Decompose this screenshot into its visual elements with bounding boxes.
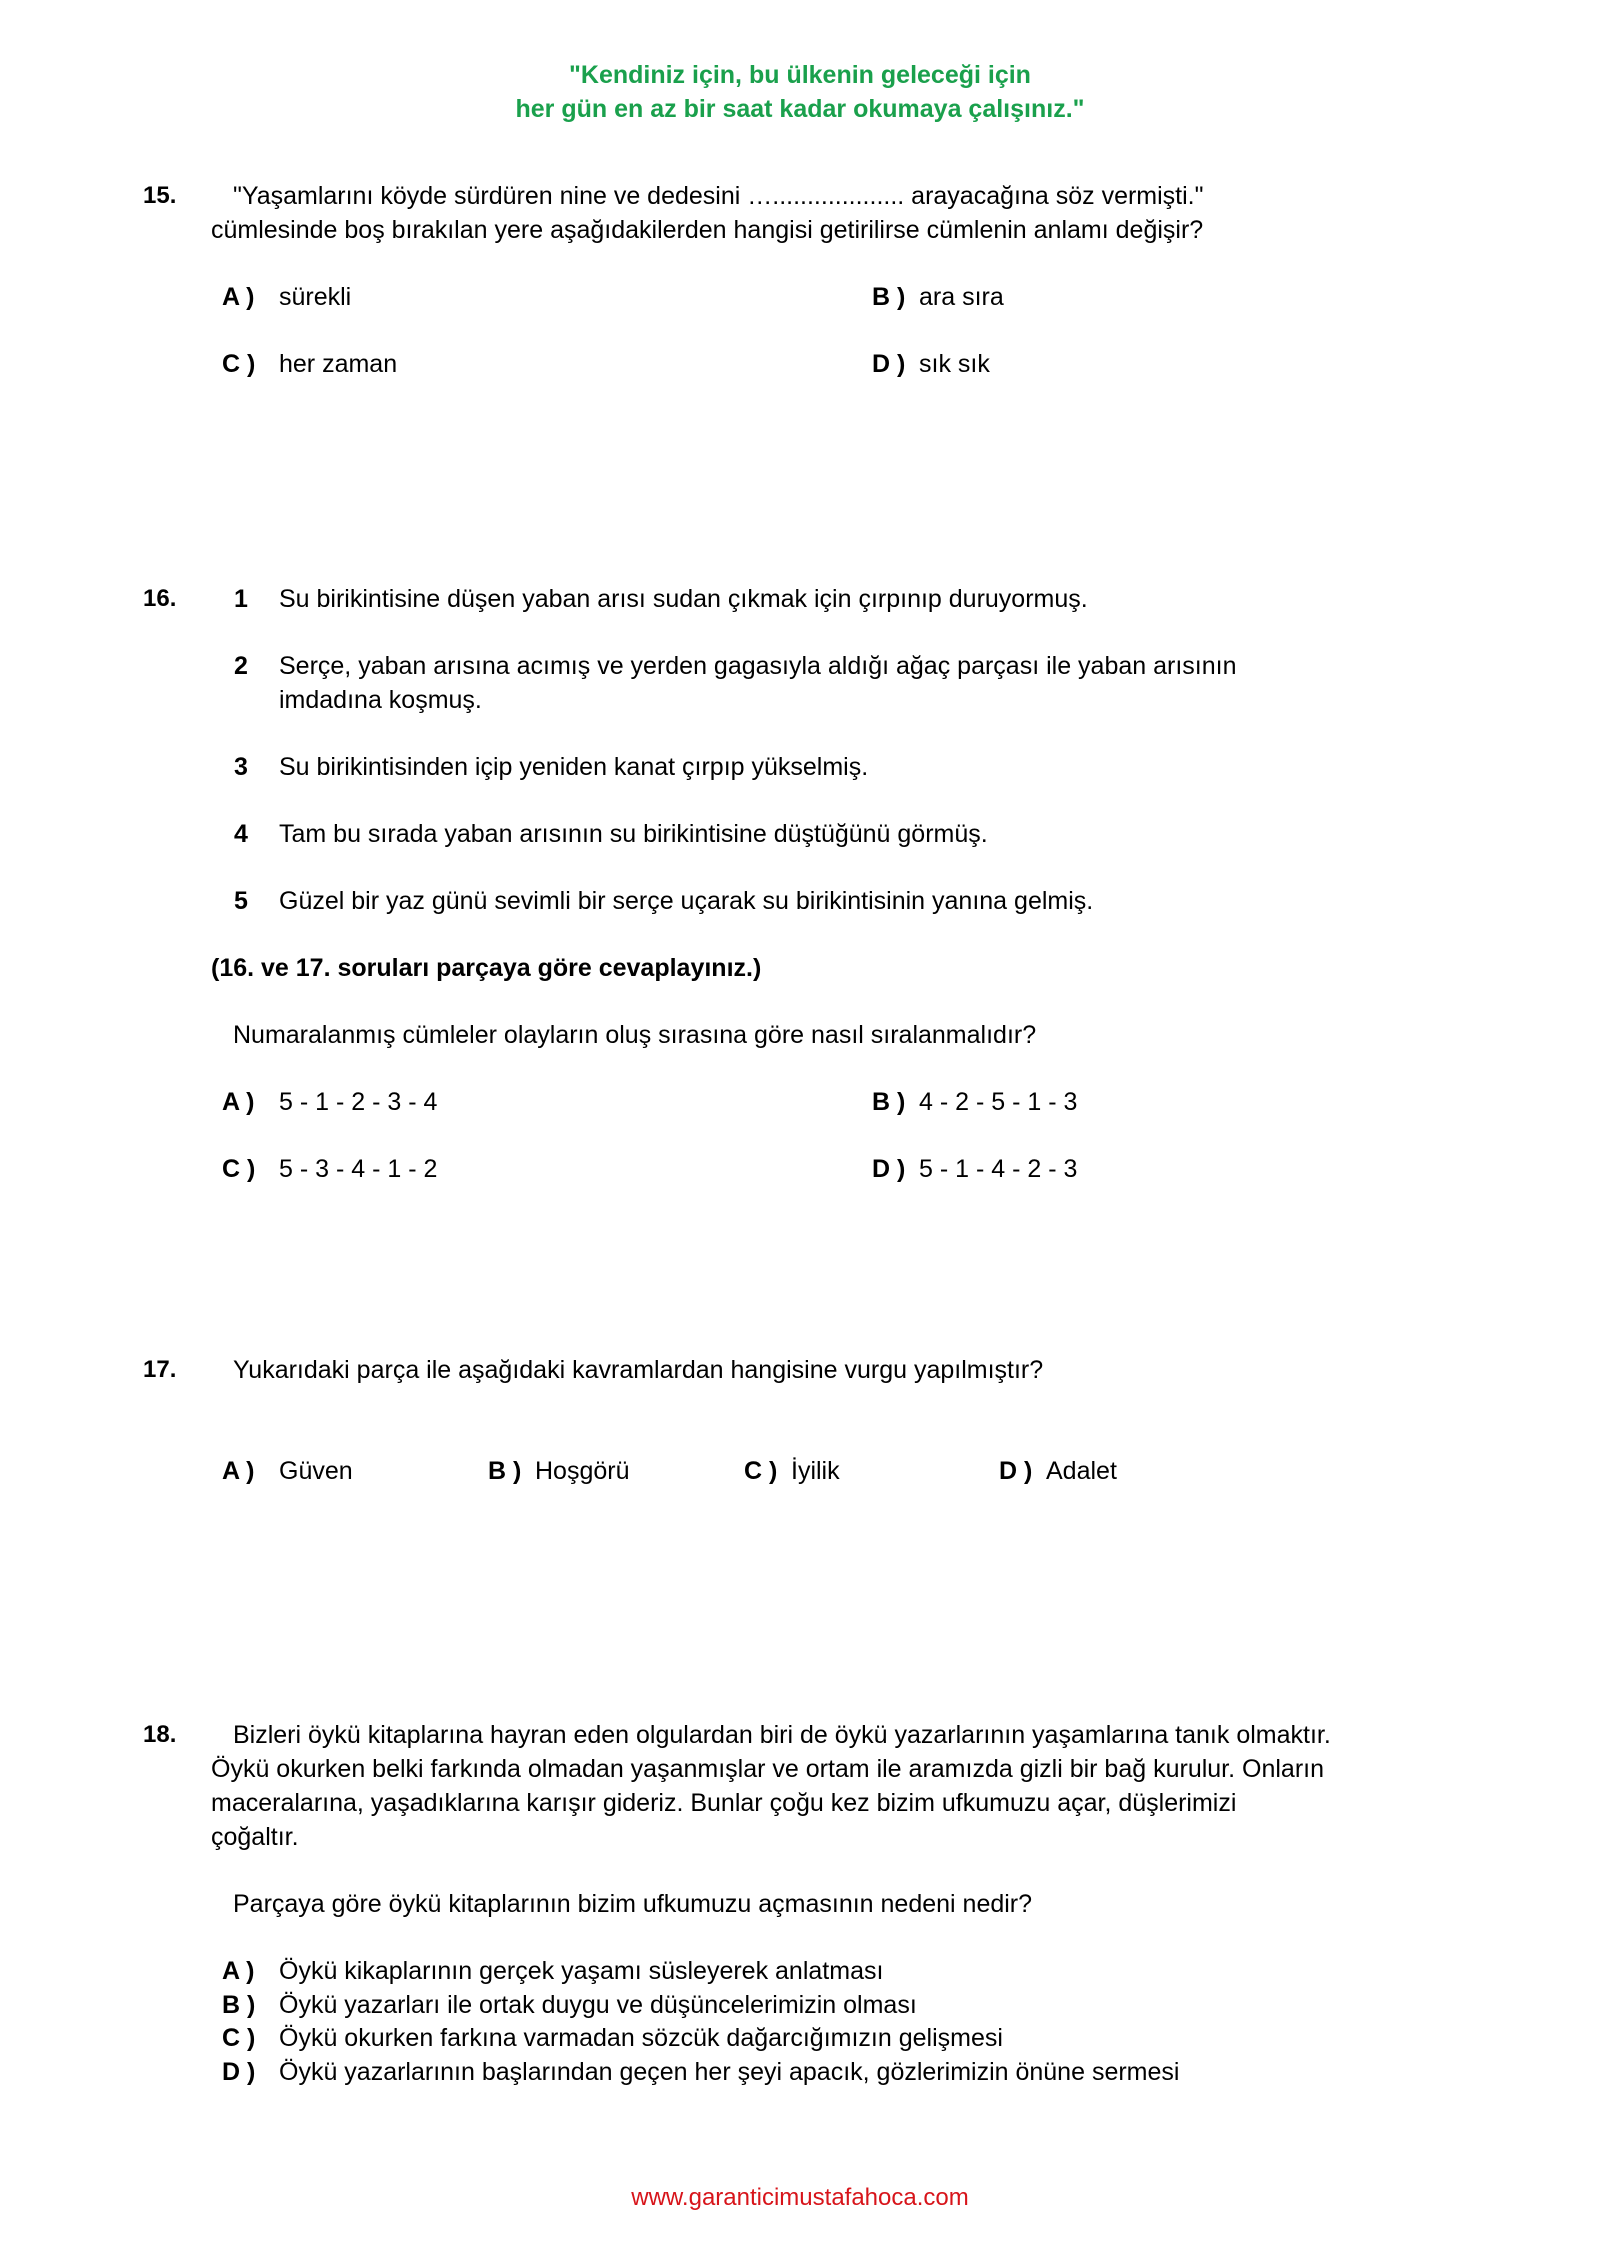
option-text: Öykü kikaplarının gerçek yaşamı süsleyerek anlatması xyxy=(279,1957,884,1985)
motto-line-1: "Kendiniz için, bu ülkenin geleceği için xyxy=(569,61,1031,89)
question-stem-line-2: cümlesinde boş bırakılan yere aşağıdakilerden hangisi getirilirse cümlenin anlamı değişir? xyxy=(211,216,1204,244)
option-letter: B ) xyxy=(872,283,906,311)
option-a[interactable] xyxy=(222,1954,883,1988)
footer-website-link[interactable]: www.garanticimustafahoca.com xyxy=(631,2184,969,2211)
option-a[interactable] xyxy=(222,1085,437,1119)
question-prompt: Yukarıdaki parça ile aşağıdaki kavramlardan hangisine vurgu yapılmıştır? xyxy=(233,1356,1044,1384)
option-letter: D ) xyxy=(872,1155,906,1183)
sentence-number: 3 xyxy=(234,753,248,781)
passage-line: Bizleri öykü kitaplarına hayran eden olgulardan biri de öykü yazarlarının yaşamlarına tanık olmaktır. xyxy=(233,1721,1331,1749)
option-letter: D ) xyxy=(999,1457,1033,1485)
option-letter: C ) xyxy=(222,2024,256,2052)
sentence-number: 1 xyxy=(234,585,248,613)
option-text: İyilik xyxy=(791,1457,840,1485)
sentence-text: Güzel bir yaz günü sevimli bir serçe uçarak su birikintisinin yanına gelmiş. xyxy=(279,887,1094,915)
option-letter: A ) xyxy=(222,1088,255,1116)
option-letter: B ) xyxy=(488,1457,522,1485)
option-text: 5 - 1 - 2 - 3 - 4 xyxy=(279,1088,438,1116)
option-d[interactable] xyxy=(872,1152,1077,1186)
passage-line: Öykü okurken belki farkında olmadan yaşanmışlar ve ortam ile aramızda gizli bir bağ kurulur. Onların xyxy=(211,1755,1325,1783)
question-number: 18. xyxy=(143,1721,177,1748)
option-c[interactable] xyxy=(222,2021,1003,2055)
sentence-text: Su birikintisine düşen yaban arısı sudan çıkmak için çırpınıp duruyormuş. xyxy=(279,585,1088,613)
option-d[interactable] xyxy=(999,1454,1117,1488)
option-letter: C ) xyxy=(222,1155,256,1183)
option-text: her zaman xyxy=(279,350,398,378)
option-c[interactable] xyxy=(222,1152,437,1186)
option-a[interactable] xyxy=(222,1454,353,1488)
option-b[interactable] xyxy=(222,1988,917,2022)
option-text: Öykü yazarlarının başlarından geçen her şeyi apacık, gözlerimizin önüne sermesi xyxy=(279,2058,1180,2086)
option-letter: B ) xyxy=(222,1991,256,2019)
option-text: Öykü okurken farkına varmadan sözcük dağarcığımızın gelişmesi xyxy=(279,2024,1003,2052)
option-text: 5 - 1 - 4 - 2 - 3 xyxy=(919,1155,1078,1183)
passage-instruction: (16. ve 17. soruları parçaya göre cevaplayınız.) xyxy=(211,954,762,982)
option-text: sürekli xyxy=(279,283,352,311)
option-letter: A ) xyxy=(222,283,255,311)
option-letter: C ) xyxy=(744,1457,778,1485)
sentence-text: Serçe, yaban arısına acımış ve yerden gagasıyla aldığı ağaç parçası ile yaban arısının xyxy=(279,652,1237,680)
sentence-number: 5 xyxy=(234,887,248,915)
option-b[interactable] xyxy=(488,1454,630,1488)
question-number: 17. xyxy=(143,1356,177,1383)
sentence-number: 2 xyxy=(234,652,248,680)
sentence-text: Su birikintisinden içip yeniden kanat çırpıp yükselmiş. xyxy=(279,753,869,781)
option-d[interactable] xyxy=(872,347,990,381)
question-prompt: Parçaya göre öykü kitaplarının bizim ufkumuzu açmasının nedeni nedir? xyxy=(233,1890,1033,1918)
option-b[interactable] xyxy=(872,280,1004,314)
passage-line: maceralarına, yaşadıklarına karışır gideriz. Bunlar çoğu kez bizim ufkumuzu açar, düşlerimizi xyxy=(211,1789,1237,1817)
option-b[interactable] xyxy=(872,1085,1077,1119)
option-text: 5 - 3 - 4 - 1 - 2 xyxy=(279,1155,438,1183)
sentence-text: Tam bu sırada yaban arısının su birikintisine düştüğünü görmüş. xyxy=(279,820,988,848)
option-d[interactable] xyxy=(222,2055,1179,2089)
option-letter: A ) xyxy=(222,1957,255,1985)
option-c[interactable] xyxy=(744,1454,840,1488)
question-prompt: Numaralanmış cümleler olayların oluş sırasına göre nasıl sıralanmalıdır? xyxy=(233,1021,1037,1049)
option-text: Adalet xyxy=(1046,1457,1117,1485)
option-text: Hoşgörü xyxy=(535,1457,630,1485)
question-stem-line-1: "Yaşamlarını köyde sürdüren nine ve dedesini …................... arayacağına söz vermişti." xyxy=(233,182,1204,210)
option-c[interactable] xyxy=(222,347,397,381)
option-letter: B ) xyxy=(872,1088,906,1116)
passage-line: çoğaltır. xyxy=(211,1823,299,1851)
option-text: 4 - 2 - 5 - 1 - 3 xyxy=(919,1088,1078,1116)
option-letter: C ) xyxy=(222,350,256,378)
option-text: sık sık xyxy=(919,350,990,378)
question-number: 16. xyxy=(143,585,177,612)
option-text: ara sıra xyxy=(919,283,1004,311)
option-a[interactable] xyxy=(222,280,351,314)
option-letter: A ) xyxy=(222,1457,255,1485)
motto-line-2: her gün en az bir saat kadar okumaya çalışınız." xyxy=(515,95,1085,123)
option-text: Güven xyxy=(279,1457,353,1485)
option-letter: D ) xyxy=(222,2058,256,2086)
sentence-text-continued: imdadına koşmuş. xyxy=(279,686,482,714)
question-number: 15. xyxy=(143,182,177,209)
option-letter: D ) xyxy=(872,350,906,378)
motto-header xyxy=(0,58,1600,126)
option-text: Öykü yazarları ile ortak duygu ve düşüncelerimizin olması xyxy=(279,1991,917,2019)
sentence-number: 4 xyxy=(234,820,248,848)
